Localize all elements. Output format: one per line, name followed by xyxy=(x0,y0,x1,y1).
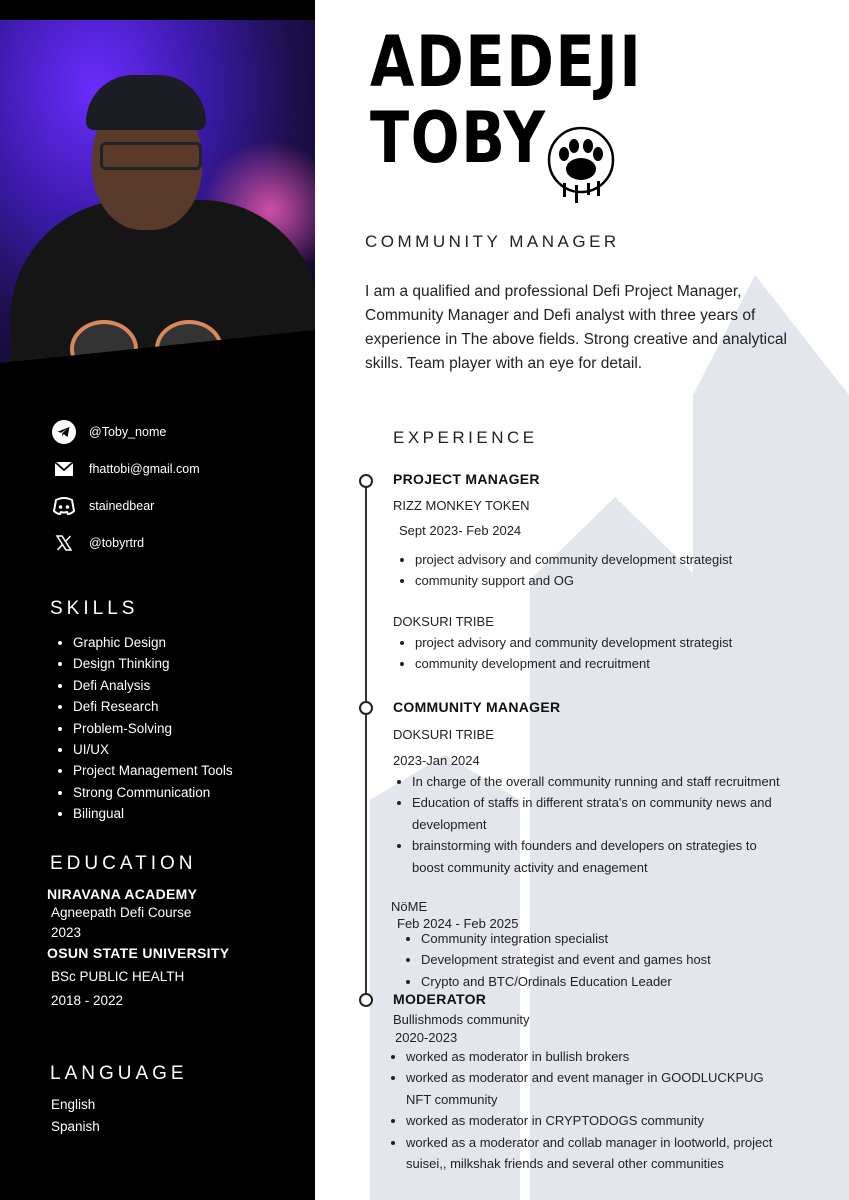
list-item: • Crypto and BTC/Ordinals Education Leader xyxy=(421,971,821,992)
job-org: DOKSURI TRIBE xyxy=(393,727,494,742)
list-item: English xyxy=(51,1097,96,1112)
job-dates: Feb 2024 - Feb 2025 xyxy=(397,916,519,931)
job-org: NöME xyxy=(391,899,428,914)
x-icon xyxy=(52,531,76,555)
list-item: • worked as moderator in CRYPTODOGS community xyxy=(406,1110,776,1131)
contact-x[interactable] xyxy=(52,531,200,555)
language-title: LANGUAGE xyxy=(50,1063,188,1084)
timeline-line xyxy=(365,480,367,998)
job-bullets xyxy=(401,928,821,992)
school-course: BSc PUBLIC HEALTH xyxy=(51,969,185,984)
first-name: ADEDEJI xyxy=(370,21,643,103)
school-name: OSUN STATE UNIVERSITY xyxy=(47,945,230,961)
school-years: 2023 xyxy=(51,925,82,940)
list-item: • Community integration specialist xyxy=(421,928,821,949)
experience-title: EXPERIENCE xyxy=(393,428,538,447)
summary-text: I am a qualified and professional Defi Project Manager, Community Manager and Defi analyst with three years of experience in The above fields. Strong creative and analytical skills. Team player with an eye for detail. xyxy=(365,283,787,372)
education-title: EDUCATION xyxy=(50,853,197,874)
timeline-dot xyxy=(359,993,373,1007)
language-list xyxy=(51,1094,100,1138)
list-item: • Strong Communication xyxy=(73,782,233,803)
list-item: • Project Management Tools xyxy=(73,760,233,781)
contact-discord-text: stainedbear xyxy=(89,499,155,513)
main-content xyxy=(315,0,849,1200)
list-item: • UI/UX xyxy=(73,739,233,760)
job-title: COMMUNITY MANAGER xyxy=(393,699,561,715)
list-item: • community support and OG xyxy=(415,570,745,591)
list-item: • Problem-Solving xyxy=(73,718,233,739)
contact-discord[interactable] xyxy=(52,494,200,518)
education-section xyxy=(47,886,229,1008)
list-item: • Education of staffs in different strata's on community news and development xyxy=(412,792,792,835)
list-item: • Design Thinking xyxy=(73,653,233,674)
sidebar xyxy=(0,0,315,1200)
list-item: • project advisory and community development strategist xyxy=(415,549,745,570)
last-name: TOBY xyxy=(370,97,547,179)
job-org: Bullishmods community xyxy=(393,1012,530,1027)
list-item: • worked as moderator in bullish brokers xyxy=(406,1046,776,1067)
school-years: 2018 - 2022 xyxy=(51,993,124,1008)
list-item: • Defi Analysis xyxy=(73,675,233,696)
contact-list xyxy=(52,420,200,568)
job-title: PROJECT MANAGER xyxy=(393,471,540,487)
profile-photo xyxy=(0,20,315,365)
job-org: DOKSURI TRIBE xyxy=(393,614,494,629)
job-bullets xyxy=(395,549,745,592)
contact-telegram-text: @Toby_nome xyxy=(89,425,167,439)
list-item: • Bilingual xyxy=(73,803,233,824)
skills-list xyxy=(55,632,233,825)
school-name: NIRAVANA ACADEMY xyxy=(47,886,198,902)
contact-telegram[interactable] xyxy=(52,420,200,444)
email-icon xyxy=(52,457,76,481)
role-title: COMMUNITY MANAGER xyxy=(365,232,620,251)
list-item: • community development and recruitment xyxy=(415,653,745,674)
timeline-dot xyxy=(359,474,373,488)
list-item: Spanish xyxy=(51,1119,100,1134)
contact-x-text: @tobyrtrd xyxy=(89,536,145,550)
job-title: MODERATOR xyxy=(393,991,487,1007)
job-bullets xyxy=(392,771,792,878)
job-bullets xyxy=(386,1046,776,1174)
telegram-icon xyxy=(52,420,76,444)
job-dates: 2020-2023 xyxy=(395,1030,458,1045)
list-item: • Development strategist and event and games host xyxy=(421,949,821,970)
list-item: • project advisory and community development strategist xyxy=(415,632,745,653)
job-dates: 2023-Jan 2024 xyxy=(393,753,480,768)
paw-logo-icon xyxy=(545,125,620,205)
school-course: Agneepath Defi Course xyxy=(51,905,192,920)
contact-email-text: fhattobi@gmail.com xyxy=(89,462,200,476)
job-bullets xyxy=(395,632,745,675)
list-item: • In charge of the overall community running and staff recruitment xyxy=(412,771,792,792)
list-item: • brainstorming with founders and developers on strategies to boost community activity and enagement xyxy=(412,835,792,878)
timeline-dot xyxy=(359,701,373,715)
list-item: • worked as moderator and event manager in GOODLUCKPUG NFT community xyxy=(406,1067,776,1110)
job-dates: Sept 2023- Feb 2024 xyxy=(399,523,522,538)
list-item: • Graphic Design xyxy=(73,632,233,653)
discord-icon xyxy=(52,494,76,518)
list-item: • Defi Research xyxy=(73,696,233,717)
list-item: • worked as a moderator and collab manager in lootworld, project suisei,, milkshak friends and several other communities xyxy=(406,1132,776,1175)
job-org: RIZZ MONKEY TOKEN xyxy=(393,498,530,513)
skills-title: SKILLS xyxy=(50,598,139,619)
contact-email[interactable] xyxy=(52,457,200,481)
